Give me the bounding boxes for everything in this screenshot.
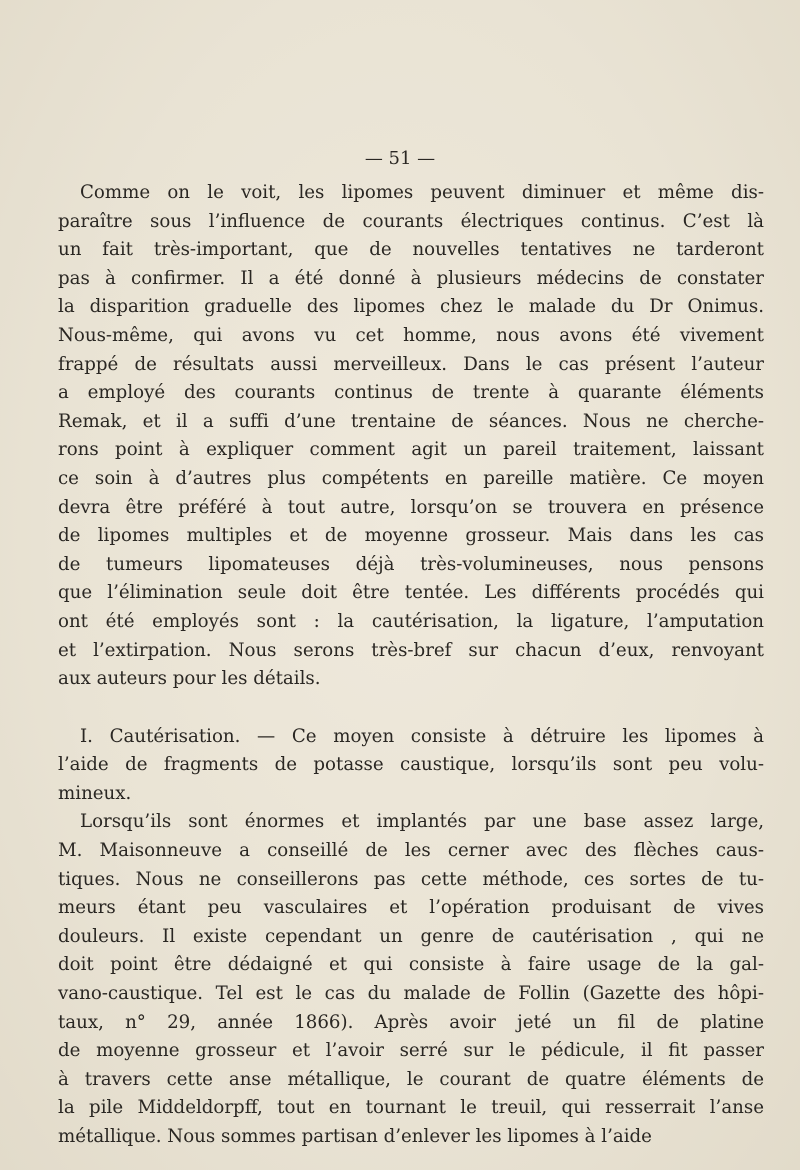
paragraph-1: [58, 179, 764, 694]
text-line: tiques. Nous ne conseillerons pas cette méthode, ces sortes de tu-: [58, 868, 764, 890]
text-line: douleurs. Il existe cependant un genre de cautérisation , qui ne: [58, 925, 764, 947]
text-line: pas à confirmer. Il a été donné à plusieurs médecins de constater: [58, 267, 764, 289]
text-line: rons point à expliquer comment agit un pareil traitement, laissant: [58, 439, 764, 461]
text-line: Comme on le voit, les lipomes peuvent diminuer et même dis-: [80, 182, 764, 203]
text-line: de tumeurs lipomateuses déjà très-volumineuses, nous pensons: [58, 553, 764, 575]
paragraph-3: [58, 808, 764, 1151]
page-number: — 51 —: [364, 148, 436, 169]
text-line: mineux.: [58, 782, 132, 804]
text-line: devra être préféré à tout autre, lorsqu’on se trouvera en présence: [58, 496, 764, 518]
text-line: de moyenne grosseur et l’avoir serré sur le pédicule, il fit passer: [58, 1040, 764, 1062]
text-line: ce soin à d’autres plus compétents en pareille matière. Ce moyen: [58, 467, 764, 489]
paragraph-2: [58, 723, 764, 809]
text-line: l’aide de fragments de potasse caustique, lorsqu’ils sont peu volu-: [58, 754, 764, 776]
text-line: frappé de résultats aussi merveilleux. Dans le cas présent l’auteur: [58, 353, 764, 375]
text-line: Lorsqu’ils sont énormes et implantés par une base assez large,: [80, 811, 764, 833]
text-line: I. Cautérisation. — Ce moyen consiste à détruire les lipomes à: [80, 725, 764, 747]
text-line: Remak, et il a suffi d’une trentaine de séances. Nous ne cherche-: [58, 410, 764, 432]
text-line: de lipomes multiples et de moyenne grosseur. Mais dans les cas: [58, 525, 764, 547]
text-line: Nous-même, qui avons vu cet homme, nous avons été vivement: [58, 324, 764, 346]
text-line: taux, n° 29, année 1866). Après avoir jeté un fil de platine: [58, 1011, 764, 1033]
text-line: métallique. Nous sommes partisan d’enlever les lipomes à l’aide: [58, 1126, 652, 1147]
text-line: à travers cette anse métallique, le courant de quatre éléments de: [58, 1068, 764, 1090]
paragraph-gap: [58, 694, 764, 723]
text-line: et l’extirpation. Nous serons très-bref sur chacun d’eux, renvoyant: [58, 639, 764, 661]
text-line: a employé des courants continus de trente à quarante éléments: [58, 382, 764, 404]
text-line: M. Maisonneuve a conseillé de les cerner avec des flèches caus-: [58, 840, 764, 862]
text-line: doit point être dédaigné et qui consiste à faire usage de la gal-: [58, 954, 764, 976]
text-line: la disparition graduelle des lipomes chez le malade du Dr Onimus.: [58, 296, 764, 318]
text-line: un fait très-important, que de nouvelles tentatives ne tarderont: [58, 239, 764, 261]
text-line: vano-caustique. Tel est le cas du malade de Follin (Gazette des hôpi-: [58, 983, 764, 1005]
page-body: [58, 179, 764, 1152]
text-line: que l’élimination seule doit être tentée. Les différents procédés qui: [58, 582, 764, 604]
text-line: la pile Middeldorpff, tout en tournant le treuil, qui resserrait l’anse: [58, 1097, 764, 1119]
text-line: paraître sous l’influence de courants électriques continus. C’est là: [58, 210, 764, 232]
text-line: ont été employés sont : la cautérisation, la ligature, l’amputation: [58, 610, 764, 632]
text-line: aux auteurs pour les détails.: [58, 668, 321, 690]
text-line: meurs étant peu vasculaires et l’opération produisant de vives: [58, 897, 764, 919]
